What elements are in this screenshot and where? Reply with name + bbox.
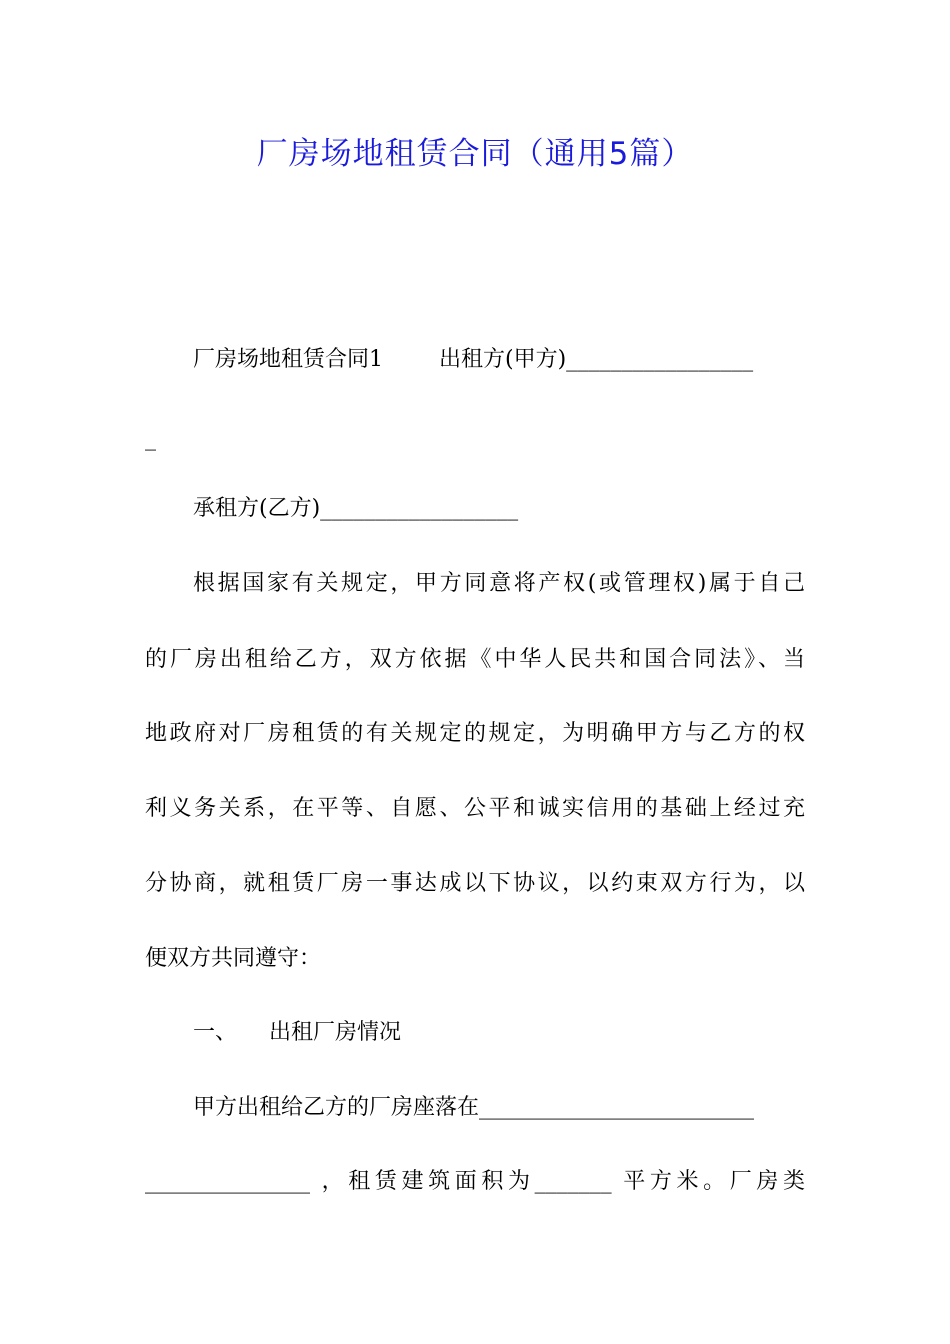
paragraph-line-5: 分协商，就租赁厂房一事达成以下协议，以约束双方行为，以: [145, 871, 805, 896]
party-a-field-tail: _: [145, 426, 156, 451]
location-line: 甲方出租给乙方的厂房座落在_________________________: [193, 1095, 755, 1120]
contract-heading: 厂房场地租赁合同1: [193, 347, 383, 372]
contract-heading-line: [193, 345, 805, 375]
paragraph-line-3: 地政府对厂房租赁的有关规定的规定，为明确甲方与乙方的权: [145, 721, 805, 746]
party-b-field: 承租方(乙方)__________________: [193, 496, 519, 521]
paragraph-line-1: 根据国家有关规定，甲方同意将产权(或管理权)属于自己: [193, 571, 805, 596]
section-title: 出租厂房情况: [269, 1020, 402, 1045]
paragraph-line-6: 便双方共同遵守：: [145, 946, 322, 971]
paragraph-line-4: 利义务关系，在平等、自愿、公平和诚实信用的基础上经过充: [145, 796, 805, 821]
section-heading: [193, 1018, 805, 1048]
section-number: 一、: [193, 1020, 238, 1045]
area-line: _______________ ，租赁建筑面积为_______ 平方米。厂房类: [145, 1169, 805, 1194]
party-a-field: 出租方(甲方)_________________: [439, 347, 754, 372]
paragraph-line-2: 的厂房出租给乙方，双方依据《中华人民共和国合同法》、当: [145, 647, 805, 672]
document-title: 厂房场地租赁合同（通用5篇）: [256, 136, 694, 172]
